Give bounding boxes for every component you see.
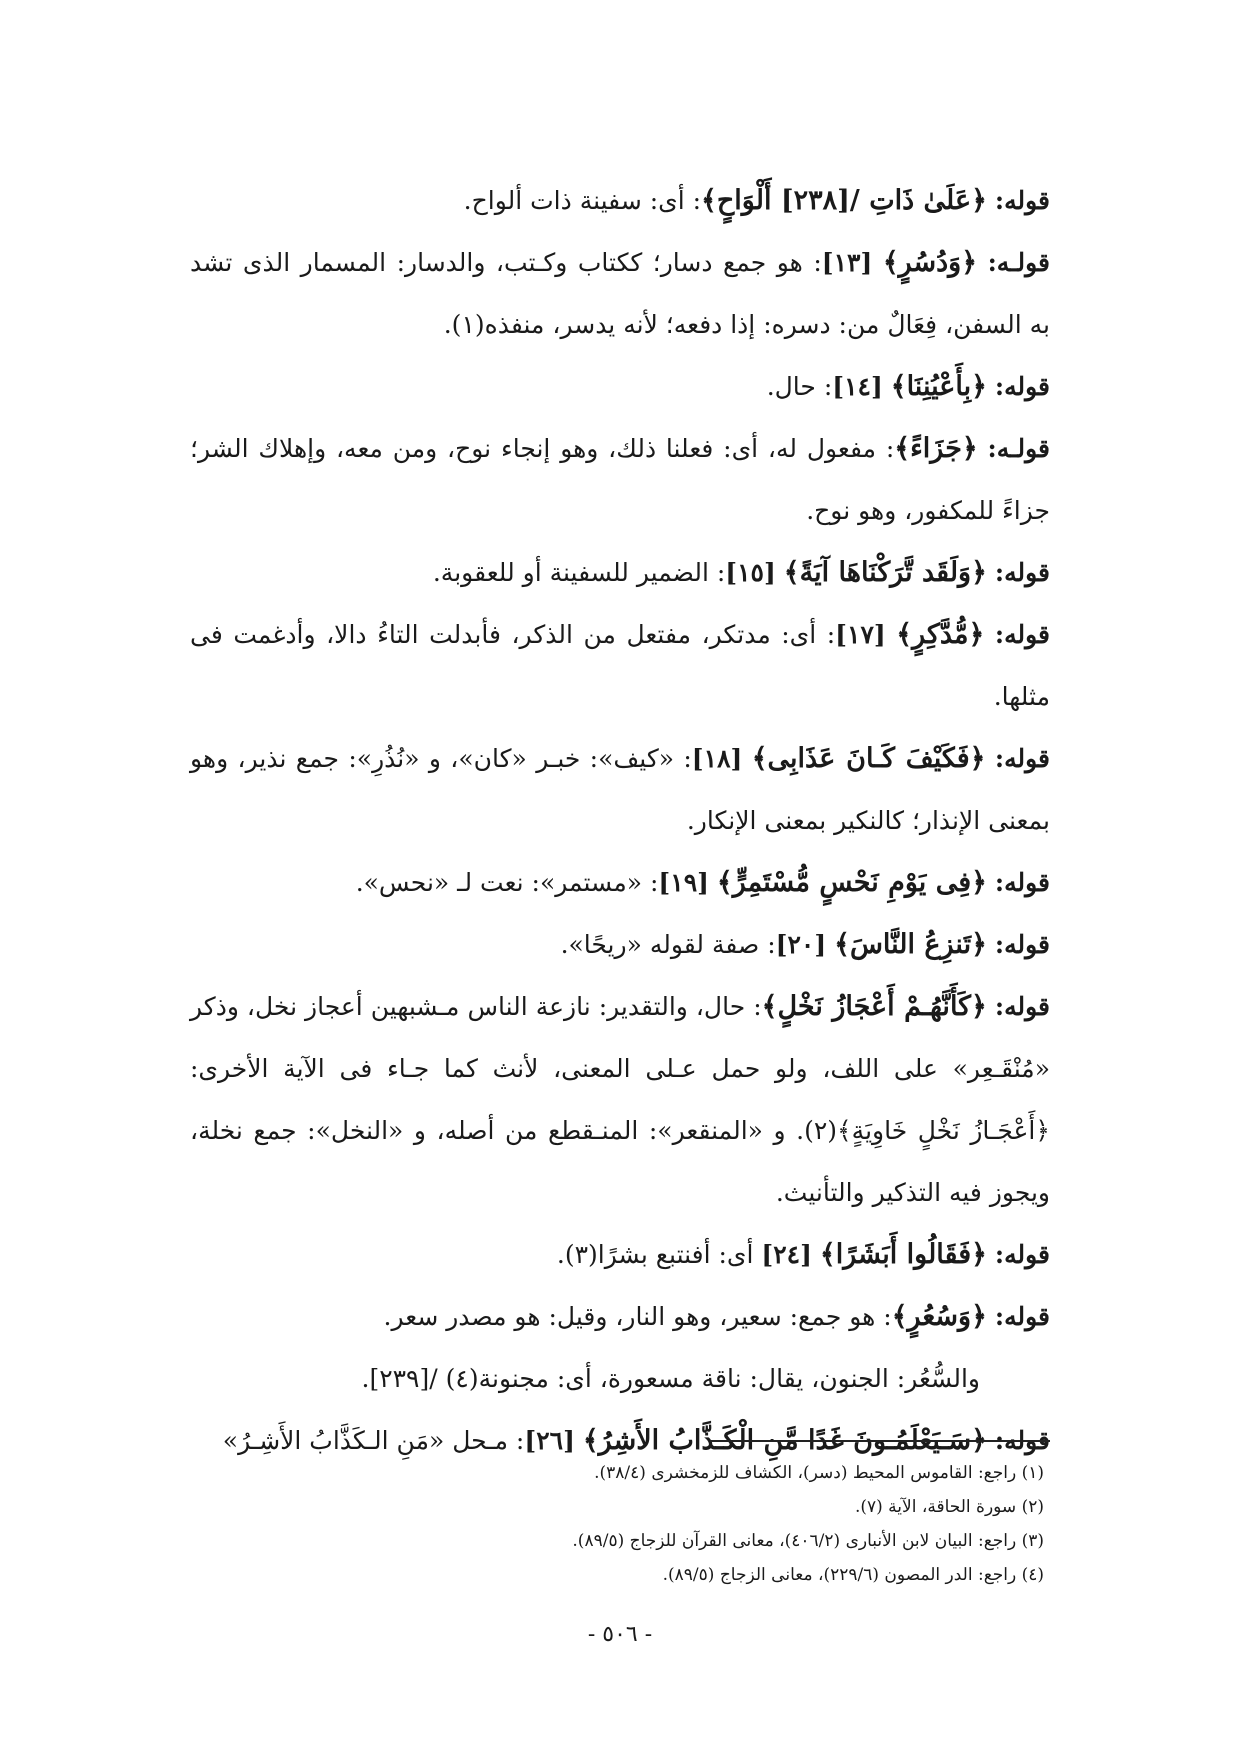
entry-1 bbox=[190, 170, 1050, 232]
entry-text: : «مستمر»: نعت لـ «نحس». bbox=[355, 868, 659, 897]
verse-number: [١٧] bbox=[835, 620, 886, 649]
entry-label: قوله: bbox=[994, 372, 1050, 401]
entry-label: قوله: bbox=[994, 992, 1050, 1021]
quran-quote: ﴿بِأَعْيُنِنَا﴾ bbox=[890, 371, 987, 402]
quran-quote: ﴿مُّدَّكِرٍ﴾ bbox=[896, 619, 985, 650]
entry-7 bbox=[190, 728, 1050, 852]
entry-label: قوله: bbox=[994, 744, 1050, 773]
quran-quote: ﴿كَأَنَّهُـمْ أَعْجَازُ نَخْلٍ﴾ bbox=[761, 991, 987, 1022]
verse-number: [٢٤] bbox=[761, 1240, 812, 1269]
entry-10 bbox=[190, 976, 1050, 1224]
entry-text: والسُّعُر: الجنون، يقال: ناقة مسعورة، أى: مجنونة(٤) /[٢٣٩]. bbox=[361, 1364, 980, 1393]
entry-9 bbox=[190, 914, 1050, 976]
entry-label: قوله: bbox=[994, 186, 1050, 215]
entry-label: قوله: bbox=[994, 930, 1050, 959]
entry-4 bbox=[190, 418, 1050, 542]
entry-2 bbox=[190, 232, 1050, 356]
entry-text: أى: أفنتبع بشرًا(٣). bbox=[556, 1240, 762, 1269]
verse-number: [١٩] bbox=[658, 868, 709, 897]
entry-label: قوله: bbox=[994, 868, 1050, 897]
entry-11 bbox=[190, 1224, 1050, 1286]
page-body bbox=[190, 170, 1050, 1472]
quran-quote: ﴿جَزَاءً﴾ bbox=[894, 433, 978, 464]
footnote-divider bbox=[710, 1440, 1050, 1442]
quran-quote: ﴿سَـيَعْلَمُـونَ غَدًا مَّنِ الْكَـذَّابُ الأَشِرُ﴾ bbox=[582, 1425, 987, 1456]
entry-text: : أى: مدتكر، مفتعل من الذكر، فأبدلت التاءُ دالا، وأدغمت فى مثلها. bbox=[190, 620, 1050, 711]
entry-label: قوله: bbox=[994, 1240, 1050, 1269]
entry-label: قوله: bbox=[994, 558, 1050, 587]
entry-text: : أى: سفينة ذات ألواح. bbox=[463, 186, 702, 215]
entry-label: قولـه: bbox=[987, 248, 1051, 277]
entry-5 bbox=[190, 542, 1050, 604]
footnote-4: (٤) راجع: الدر المصون (٢٢٩/٦)، معانى الزجاج (٨٩/٥). bbox=[662, 1565, 1044, 1585]
entry-label: قوله: bbox=[994, 1302, 1050, 1331]
verse-number: [٢٦] bbox=[524, 1426, 575, 1455]
entry-13 bbox=[190, 1348, 1050, 1410]
footnote-1: (١) راجع: القاموس المحيط (دسر)، الكشاف للزمخشرى (٣٨/٤). bbox=[594, 1463, 1044, 1483]
quran-quote: ﴿تَنزِعُ النَّاسَ﴾ bbox=[834, 929, 987, 960]
quran-quote: ﴿فِى يَوْمِ نَحْسٍ مُّسْتَمِرٍّ﴾ bbox=[716, 867, 987, 898]
entry-text: : «كيف»: خبـر «كان»، و «نُذُرِ»: جمع نذير، وهو بمعنى الإنذار؛ كالنكير بمعنى الإنكار. bbox=[190, 744, 1050, 835]
entry-text: : صفة لقوله «ريحًا». bbox=[560, 930, 776, 959]
entry-text: : حال، والتقدير: نازعة الناس مـشبهين أعجاز نخل، وذكر «مُنْقَـعِر» على اللف، ولو حمل عـلى المعنى، لأنث كما جـاء فى الآية الأخرى: ﴿أَعْجَـازُ نَخْلٍ خَاوِيَةٍ﴾(٢). و «المنقعر»: المنـقطع من أصله، و «النخل»: جمع نخلة، ويجوز فيه التذكير والتأنيث. bbox=[190, 992, 1050, 1207]
footnote-3: (٣) راجع: البيان لابن الأنبارى (٤٠٦/٢)، معانى القرآن للزجاج (٨٩/٥). bbox=[572, 1531, 1044, 1551]
quran-quote: ﴿وَدُسُرٍ﴾ bbox=[882, 247, 978, 278]
verse-number: [١٨] bbox=[691, 744, 743, 773]
quran-quote: ﴿وَلَقَد تَّرَكْنَاهَا آيَةً﴾ bbox=[783, 557, 987, 588]
entry-text: : مفعول له، أى: فعلنا ذلك، وهو إنجاء نوح، ومن معه، وإهلاك الشر؛ جزاءً للمكفور، وهو نوح. bbox=[190, 434, 1050, 525]
entry-text: : الضمير للسفينة أو للعقوبة. bbox=[432, 558, 726, 587]
entry-label: قولـه: bbox=[987, 434, 1050, 463]
verse-number: [١٤] bbox=[832, 372, 883, 401]
verse-number: [٢٠] bbox=[775, 930, 827, 959]
entry-3 bbox=[190, 356, 1050, 418]
entry-text: : هو جمع: سعير، وهو النار، وقيل: هو مصدر سعر. bbox=[383, 1302, 892, 1331]
entry-12 bbox=[190, 1286, 1050, 1348]
entry-text: : مـحل «مَنِ الـكَذَّابُ الأَشِـرُ» bbox=[222, 1426, 525, 1455]
entry-label: قوله: bbox=[994, 1426, 1050, 1455]
footnote-2: (٢) سورة الحاقة، الآية (٧). bbox=[854, 1497, 1044, 1517]
quran-quote: ﴿فَقَالُوا أَبَشَرًا﴾ bbox=[819, 1239, 987, 1270]
quran-quote: ﴿فَكَيْفَ كَـانَ عَذَابِى﴾ bbox=[751, 743, 986, 774]
quran-quote: ﴿عَلَىٰ ذَاتِ /[٢٣٨] أَلْوَاحٍ﴾ bbox=[701, 185, 987, 216]
verse-number: [١٥] bbox=[725, 558, 776, 587]
entry-text: : حال. bbox=[766, 372, 833, 401]
verse-number: [١٣] bbox=[821, 248, 873, 277]
footnotes bbox=[190, 1440, 1050, 1592]
entry-8 bbox=[190, 852, 1050, 914]
quran-quote: ﴿وَسُعُرٍ﴾ bbox=[891, 1301, 987, 1332]
entry-text: : هو جمع دسار؛ ككتاب وكـتب، والدسار: المسمار الذى تشد به السفن، فِعَالٌ من: دسره: إذا دفعه؛ لأنه يدسر، منفذه(١). bbox=[190, 248, 1050, 339]
entry-6 bbox=[190, 604, 1050, 728]
entry-label: قوله: bbox=[994, 620, 1050, 649]
page-number: - ٥٠٦ - bbox=[587, 1622, 653, 1647]
